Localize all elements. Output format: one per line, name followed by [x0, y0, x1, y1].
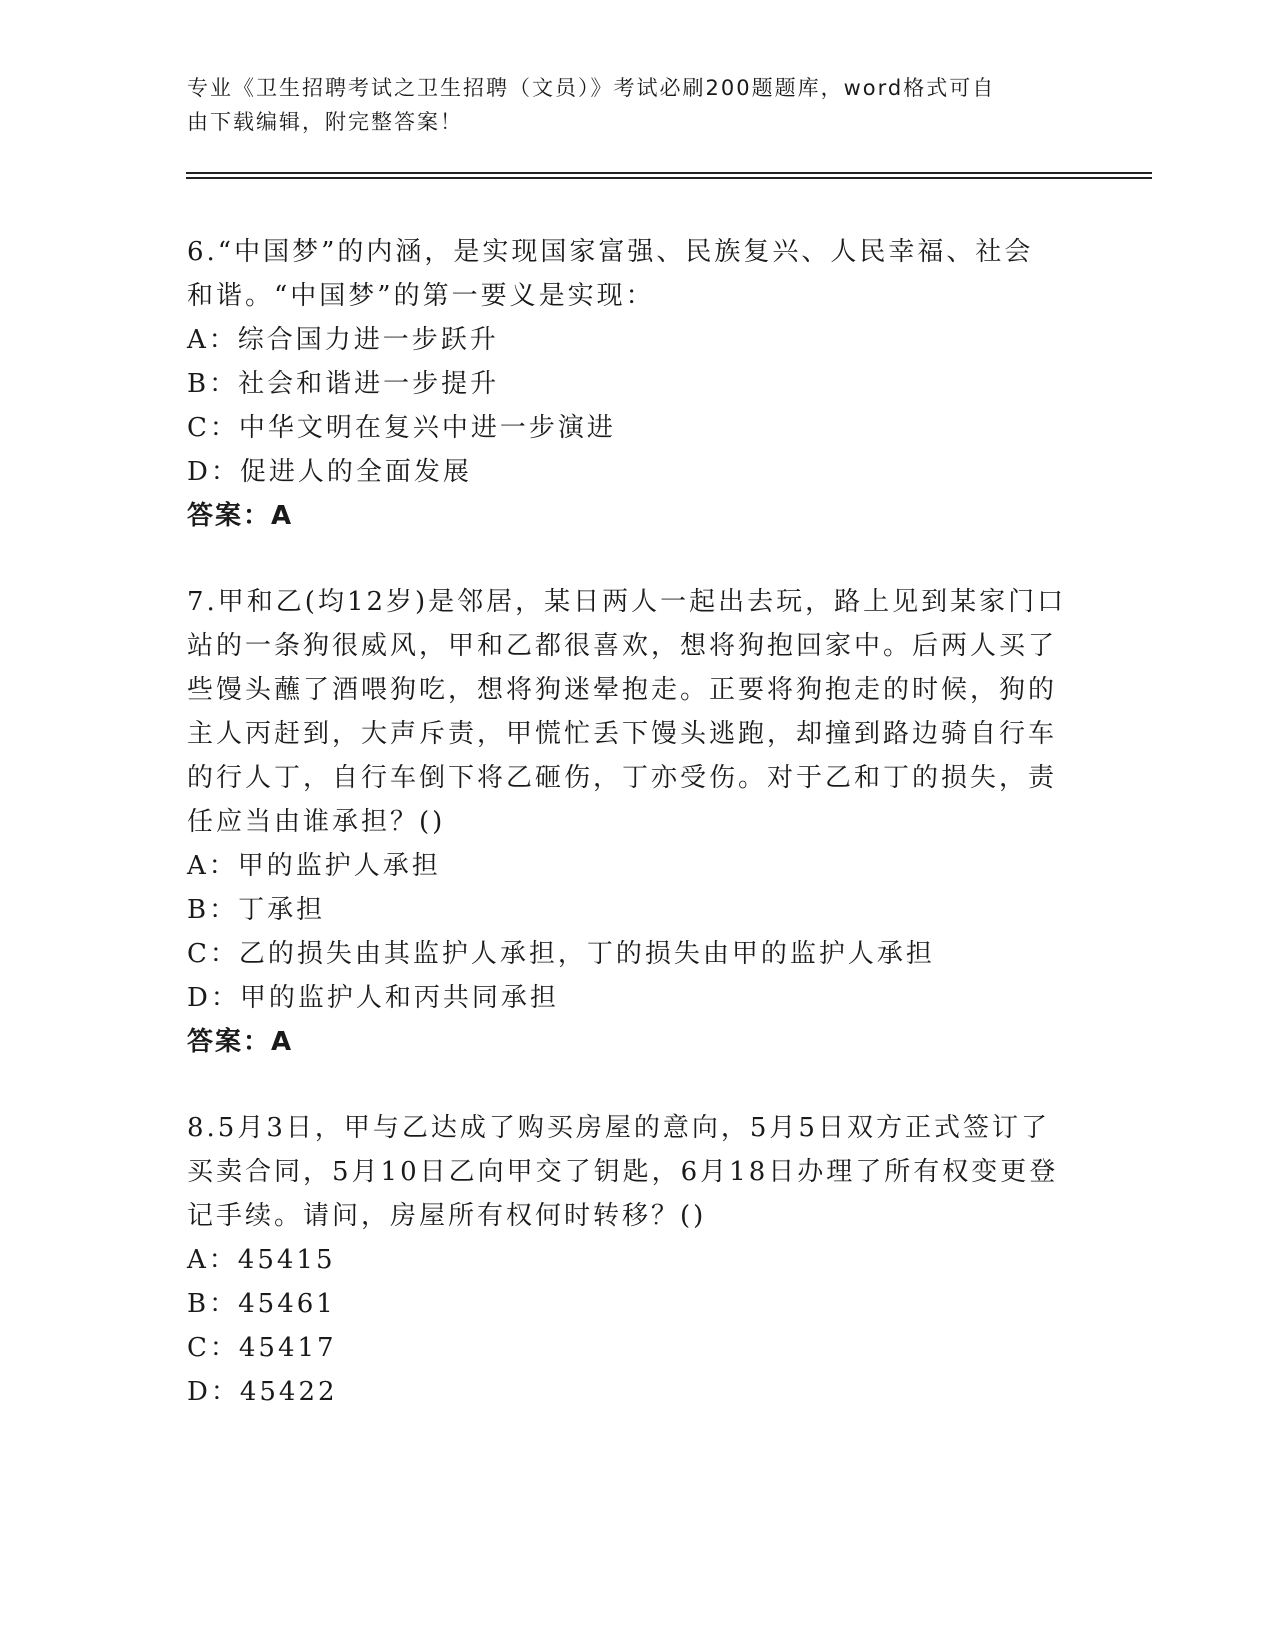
- question-text-line: 7.甲和乙(均12岁)是邻居，某日两人一起出去玩，路上见到某家门口: [187, 587, 1067, 617]
- option-d: D：45422: [187, 1377, 338, 1407]
- question-text-line: 买卖合同，5月10日乙向甲交了钥匙，6月18日办理了所有权变更登: [187, 1157, 1059, 1187]
- question-text-line: 主人丙赶到，大声斥责，甲慌忙丢下馒头逃跑，却撞到路边骑自行车: [187, 719, 1058, 749]
- option-a: A：综合国力进一步跃升: [187, 325, 499, 355]
- header-line: 专业《卫生招聘考试之卫生招聘（文员）》考试必刷200题题库，word格式可自: [187, 76, 996, 100]
- option-c: C：45417: [187, 1333, 337, 1363]
- answer: 答案：A: [187, 1027, 294, 1057]
- question-text-line: 记手续。请问，房屋所有权何时转移？(): [187, 1201, 707, 1231]
- header-line: 由下载编辑，附完整答案！: [187, 110, 463, 134]
- header-divider-bottom: [186, 177, 1152, 179]
- header-divider-top: [186, 172, 1152, 174]
- option-d: D：甲的监护人和丙共同承担: [187, 983, 559, 1013]
- option-c: C：中华文明在复兴中进一步演进: [187, 413, 616, 443]
- option-b: B：45461: [187, 1289, 336, 1319]
- option-d: D：促进人的全面发展: [187, 457, 472, 487]
- option-c: C：乙的损失由其监护人承担，丁的损失由甲的监护人承担: [187, 939, 935, 969]
- option-b: B：社会和谐进一步提升: [187, 369, 500, 399]
- option-a: A：甲的监护人承担: [187, 851, 441, 881]
- question-text-line: 站的一条狗很威风，甲和乙都很喜欢，想将狗抱回家中。后两人买了: [187, 631, 1058, 661]
- question-text-line: 和谐。“中国梦”的第一要义是实现：: [187, 281, 655, 311]
- question-text-line: 的行人丁，自行车倒下将乙砸伤，丁亦受伤。对于乙和丁的损失，责: [187, 763, 1058, 793]
- question-text-line: 6.“中国梦”的内涵，是实现国家富强、民族复兴、人民幸福、社会: [187, 237, 1034, 267]
- question-text-line: 些馒头蘸了酒喂狗吃，想将狗迷晕抱走。正要将狗抱走的时候，狗的: [187, 675, 1058, 705]
- question-text-line: 任应当由谁承担？(): [187, 807, 446, 837]
- answer: 答案：A: [187, 501, 294, 531]
- question-text-line: 8.5月3日，甲与乙达成了购买房屋的意向，5月5日双方正式签订了: [187, 1113, 1050, 1143]
- option-b: B：丁承担: [187, 895, 326, 925]
- option-a: A：45415: [187, 1245, 336, 1275]
